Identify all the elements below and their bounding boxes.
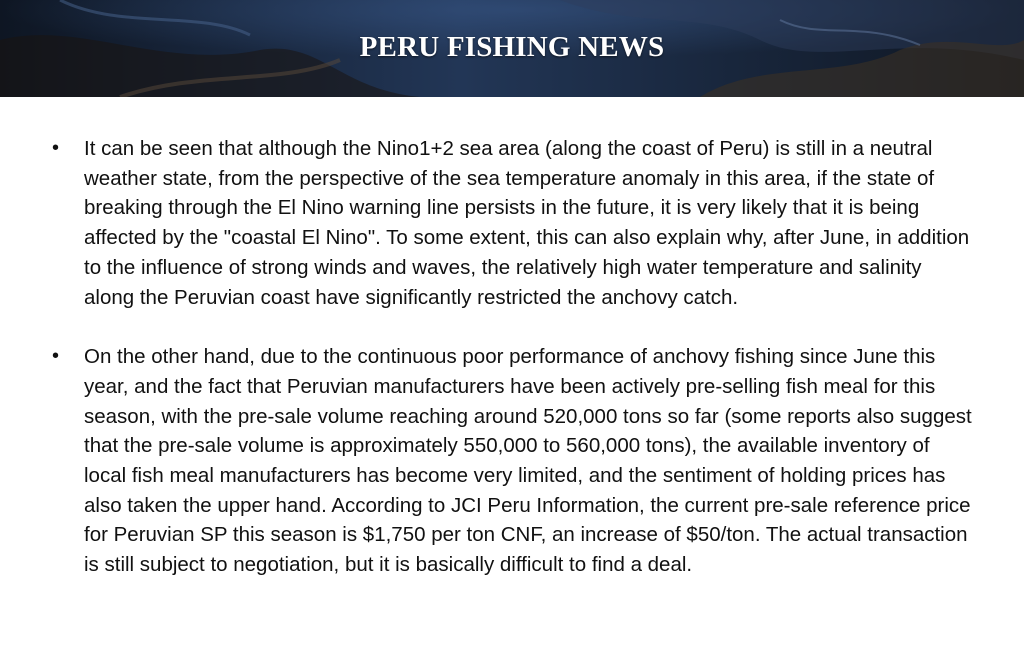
bullet-item [52,134,972,312]
bullet-marker: • [52,137,60,159]
bullet-item [52,342,972,580]
news-content [52,134,972,580]
bullet-text: It can be seen that although the Nino1+2 sea area (along the coast of Peru) is still in a neutral weather state, from the perspective of the sea temperature anomaly in this area, if the state of breaking through the El Nino warning line persists in the future, it is very likely that it is being affected by the "coastal El Nino". To some extent, this can also explain why, after June, in addition to the influence of strong winds and waves, the relatively high water temperature and salinity along the Peruvian coast have significantly restricted the anchovy catch. [84,137,970,309]
page-title: PERU FISHING NEWS [359,31,665,63]
bullet-marker: • [52,345,60,368]
bullet-text: On the other hand, due to the continuous poor performance of anchovy fishing since June this year, and the fact that Peruvian manufacturers have been actively pre-selling fish meal for this season, with the pre-sale volume reaching around 520,000 tons so far (some reports also suggest that the pre-sale volume is approximately 550,000 to 560,000 tons), the available inventory of local fish meal manufacturers has become very limited, and the sentiment of holding prices has also taken the upper hand. According to JCI Peru Information, the current pre-sale reference price for Peruvian SP this season is $1,750 per ton CNF, an increase of $50/ton. The actual transaction is still subject to negotiation, but it is basically difficult to find a deal. [84,345,972,577]
header-banner [0,0,1024,97]
